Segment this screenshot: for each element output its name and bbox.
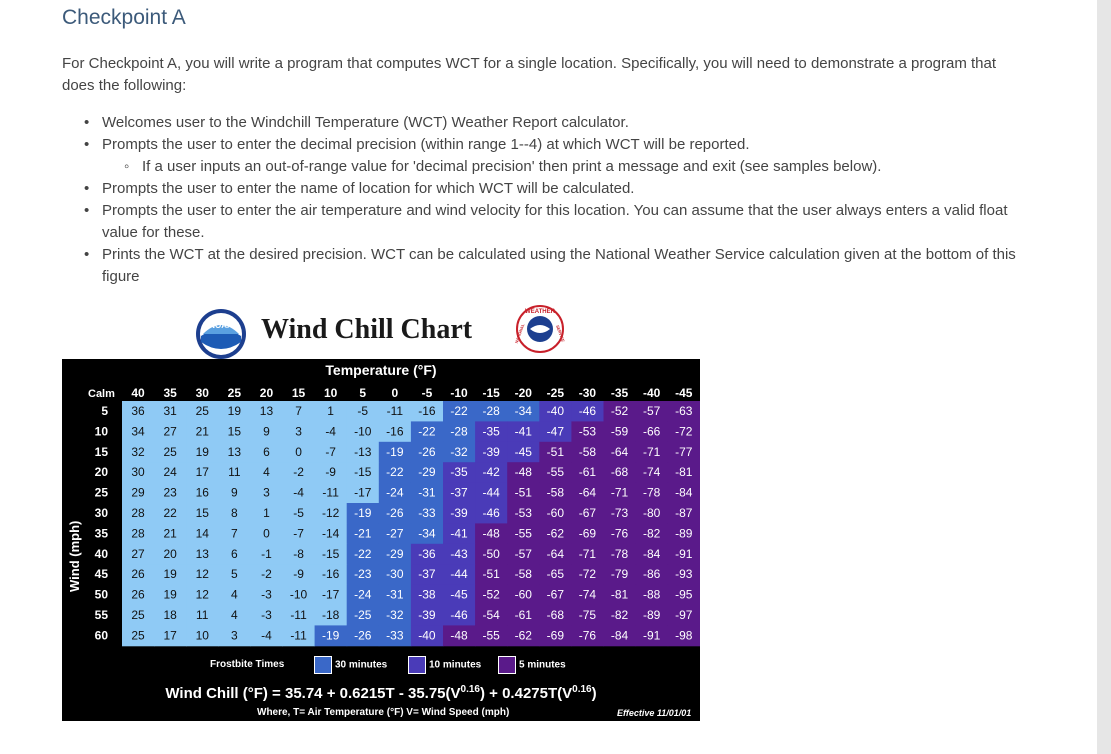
wind-chill-value: 10 (195, 628, 209, 643)
wind-chill-value: 4 (263, 465, 270, 480)
wind-chill-value: -76 (610, 526, 629, 541)
effective-date: Effective 11/01/01 (617, 708, 692, 718)
wind-chill-value: 27 (131, 546, 145, 561)
wind-chill-value: -63 (675, 404, 693, 418)
wind-chill-value: -97 (675, 608, 693, 622)
wind-chill-value: -35 (482, 424, 500, 439)
wind-chill-value: -73 (610, 506, 629, 520)
formula-exponent-1: 0.16 (460, 684, 480, 695)
wind-chill-value: -69 (578, 526, 597, 541)
nws-logo-icon (512, 304, 568, 354)
wind-speed-label: 50 (94, 587, 108, 602)
wind-chill-value: 16 (195, 485, 209, 500)
formula-part-2: ) + 0.4275T(V (480, 685, 573, 702)
wind-chill-value: -66 (642, 424, 661, 439)
wind-chill-value: -15 (354, 465, 372, 480)
wind-chill-value: -13 (354, 444, 372, 459)
wind-chill-value: -9 (293, 567, 304, 582)
wind-chill-value: 19 (195, 444, 209, 459)
legend-30-minutes (314, 656, 387, 674)
wind-chill-value: -58 (578, 444, 597, 459)
wind-chill-value: 25 (163, 444, 177, 459)
wind-chill-value: -24 (386, 485, 404, 500)
wind-chill-value: -29 (386, 546, 404, 561)
temperature-header: 15 (291, 386, 306, 400)
wind-chill-value: -89 (642, 608, 661, 622)
wind-chill-value: -69 (546, 628, 565, 643)
temperature-header: -45 (675, 386, 693, 400)
wind-chill-value: -52 (482, 587, 500, 602)
nws-logo-text: WEATHER (525, 309, 555, 315)
wind-chill-value: -5 (357, 404, 369, 418)
wind-chill-value: -37 (418, 567, 436, 582)
wind-chill-value: -4 (293, 485, 304, 500)
wind-chill-value: -81 (675, 465, 693, 480)
wind-chill-value: 36 (131, 404, 145, 418)
wind-chill-value: -29 (418, 465, 436, 480)
wind-chill-value: 26 (131, 587, 145, 602)
wind-chill-value: -5 (293, 506, 304, 520)
wind-speed-label: 5 (101, 404, 108, 418)
wind-chill-value: -44 (450, 567, 468, 582)
wind-chill-value: -7 (293, 526, 304, 541)
wind-chill-value: -4 (261, 628, 272, 643)
wind-chill-value: -62 (546, 526, 565, 541)
wind-chill-value: -39 (482, 444, 500, 459)
temperature-header: 40 (131, 386, 145, 400)
temperature-header: 5 (359, 386, 367, 400)
wind-chill-value: -22 (354, 546, 372, 561)
wind-chill-value: -26 (418, 444, 436, 459)
wind-chill-value: -2 (261, 567, 272, 582)
wind-chill-value: -26 (354, 628, 372, 643)
wind-chill-value: -16 (321, 567, 340, 582)
wind-chill-value: 3 (295, 424, 302, 439)
wind-chill-value: 23 (163, 485, 177, 500)
wind-chill-value: -31 (386, 587, 404, 602)
wind-chill-value: -40 (418, 628, 436, 643)
wind-chill-value: -48 (482, 526, 500, 541)
wind-chill-value: -87 (675, 506, 693, 520)
wind-chill-value: -78 (610, 546, 629, 561)
formula-variable-definitions: Where, T= Air Temperature (°F) V= Wind Speed (mph) (257, 707, 510, 718)
wind-chill-value: 21 (163, 526, 177, 541)
wind-chill-value: -51 (546, 444, 565, 459)
wind-chill-value: -31 (418, 485, 436, 500)
wind-speed-label: 40 (94, 546, 108, 561)
wind-chill-value: 14 (195, 526, 209, 541)
wind-chill-value: 27 (163, 424, 177, 439)
wind-chill-value: -25 (354, 608, 372, 622)
wind-chill-value: -75 (578, 608, 597, 622)
wind-axis-label: Wind (mph) (67, 520, 82, 592)
legend-swatch-30 (314, 656, 332, 674)
nws-logo-side-text: SERVICE (555, 324, 566, 343)
temperature-header: -15 (482, 386, 500, 400)
wind-speed-label: 45 (94, 567, 108, 582)
wind-chill-value: -82 (642, 526, 661, 541)
wind-chill-value: -64 (610, 444, 629, 459)
temperature-header: 25 (227, 386, 242, 400)
wind-chill-value: -68 (546, 608, 565, 622)
wind-chill-value: -16 (418, 404, 436, 418)
wind-chill-value: -74 (578, 587, 597, 602)
wind-chill-value: -91 (642, 628, 661, 643)
wind-speed-label: 20 (94, 465, 108, 480)
wind-chill-value: -3 (261, 587, 272, 602)
wind-chill-value: -88 (642, 587, 661, 602)
wind-chill-value: -4 (325, 424, 336, 439)
wind-chill-value: -28 (482, 404, 500, 418)
wind-chill-value: -2 (293, 465, 304, 480)
wind-chill-value: 32 (131, 444, 145, 459)
temperature-header: 20 (259, 386, 274, 400)
wind-chill-value: -59 (610, 424, 629, 439)
wind-chill-value: -35 (450, 465, 468, 480)
wind-chill-value: -32 (450, 444, 468, 459)
page-title: Checkpoint A (62, 6, 186, 29)
temperature-header: -35 (610, 386, 629, 400)
wind-chill-value: -38 (418, 587, 436, 602)
wind-chill-value: -50 (482, 546, 500, 561)
wind-chill-value: 19 (163, 587, 177, 602)
wind-speed-label: 35 (94, 526, 108, 541)
wind-chill-value: 11 (228, 465, 241, 480)
wind-chill-value: -57 (514, 546, 532, 561)
wind-chill-value: 7 (295, 404, 302, 418)
temperature-header: 35 (163, 386, 177, 400)
wind-chill-value: -41 (514, 424, 532, 439)
wind-chill-value: -76 (578, 628, 597, 643)
wind-chill-value: 28 (131, 506, 145, 520)
wind-chill-value: -19 (386, 444, 404, 459)
wind-chill-value: -57 (642, 404, 661, 418)
wind-chill-value: -22 (450, 404, 468, 418)
wind-speed-label: 55 (94, 608, 108, 622)
wind-chill-value: -39 (418, 608, 436, 622)
requirements-list (62, 112, 1032, 288)
wind-chill-value: 28 (131, 526, 145, 541)
wind-chill-value: 9 (263, 424, 270, 439)
wind-chill-value: 19 (163, 567, 177, 582)
wind-chill-value: -33 (418, 506, 436, 520)
wind-chill-value: -34 (418, 526, 436, 541)
wind-chill-value: -43 (450, 546, 468, 561)
wind-chill-value: -95 (675, 587, 693, 602)
wind-speed-label: 25 (94, 485, 108, 500)
wind-speed-label: 30 (94, 506, 108, 520)
wind-chill-value: 1 (263, 506, 270, 520)
wind-chill-value: -34 (514, 404, 532, 418)
wind-chill-value: 6 (263, 444, 270, 459)
temperature-header: 0 (391, 386, 399, 400)
wind-chill-value: -10 (354, 424, 372, 439)
wind-chill-value: -89 (675, 526, 693, 541)
wind-chill-value: -48 (450, 628, 468, 643)
wind-chill-value: -58 (546, 485, 565, 500)
wind-chill-value: -15 (321, 546, 340, 561)
wind-chill-value: -71 (642, 444, 661, 459)
formula-exponent-2: 0.16 (572, 684, 592, 695)
wind-chill-value: -77 (675, 444, 693, 459)
wind-chill-value: 30 (131, 465, 145, 480)
wind-chill-value: 18 (163, 608, 177, 622)
wind-chill-value: -81 (610, 587, 629, 602)
requirement-item: • Welcomes user to the Windchill Temperature (WCT) Weather Report calculator. (62, 112, 1032, 134)
intro-paragraph: For Checkpoint A, you will write a program that computes WCT for a single location. Specifically, you will need to demonstrate a program that does the following: (62, 55, 997, 94)
wind-chill-value: 13 (195, 546, 209, 561)
wind-chill-value: 7 (231, 526, 238, 541)
requirement-item: • Prompts the user to enter the air temperature and wind velocity for this location. You can assume that the user always enters a valid float value for these. (62, 200, 1032, 244)
wind-speed-label: 15 (94, 444, 108, 459)
temperature-header: -10 (450, 386, 468, 400)
formula-part-1: Wind Chill (°F) = 35.74 + 0.6215T - 35.75(V (165, 685, 461, 702)
wind-chill-value: 25 (131, 608, 145, 622)
wind-chill-value: -24 (354, 587, 372, 602)
calm-header: Calm (88, 388, 115, 400)
wind-chill-value: -12 (321, 506, 340, 520)
wind-chill-value: 21 (195, 424, 209, 439)
wind-chill-value: -7 (325, 444, 336, 459)
wind-chill-value: -55 (546, 465, 565, 480)
wind-chill-value: -14 (321, 526, 340, 541)
wind-chill-value: 25 (195, 404, 209, 418)
wind-chill-value: -10 (289, 587, 308, 602)
wind-chill-value: 11 (196, 608, 209, 622)
wind-chill-value: -11 (322, 485, 339, 500)
wind-chill-value: -42 (482, 465, 500, 480)
wind-chill-value: -44 (482, 485, 500, 500)
wind-chill-value: 26 (131, 567, 145, 582)
wind-chill-value: 17 (195, 465, 209, 480)
requirement-item: • Prompts the user to enter the name of location for which WCT will be calculated. (62, 178, 1032, 200)
wind-chill-value: -8 (293, 546, 304, 561)
wind-chill-value: -3 (261, 608, 272, 622)
wind-chill-value: 8 (231, 506, 238, 520)
wind-chill-value: -71 (578, 546, 597, 561)
wind-chill-value: 12 (195, 567, 209, 582)
wind-chill-value: -19 (354, 506, 372, 520)
wind-chill-value: -23 (354, 567, 372, 582)
temperature-header: 30 (195, 386, 209, 400)
temperature-header: 10 (323, 386, 338, 400)
wind-chill-value: -91 (675, 546, 693, 561)
noaa-logo-icon (195, 308, 247, 360)
legend-label-5: 5 minutes (519, 659, 566, 671)
wind-chill-value: -61 (514, 608, 532, 622)
wind-chill-value: 0 (263, 526, 270, 541)
wind-chill-value: -86 (642, 567, 661, 582)
wind-chill-value: -47 (546, 424, 565, 439)
wind-chill-value: -72 (578, 567, 597, 582)
wind-chill-value: 13 (227, 444, 242, 459)
wind-chill-value: -17 (321, 587, 340, 602)
legend-5-minutes (498, 656, 566, 674)
wind-chill-value: 24 (163, 465, 177, 480)
wind-chill-value: -74 (642, 465, 661, 480)
wind-chill-value: -22 (386, 465, 404, 480)
legend-swatch-10 (408, 656, 426, 674)
temperature-axis-label: Temperature (°F) (325, 362, 437, 378)
legend-label-30: 30 minutes (335, 659, 388, 671)
wind-chill-value: -32 (386, 608, 404, 622)
requirement-item: • Prompts the user to enter the decimal precision (within range 1--4) at which WCT will be reported. (62, 134, 1032, 156)
wind-chill-value: -11 (290, 628, 307, 643)
formula-part-3: ) (591, 685, 597, 702)
wind-chill-value: -40 (546, 404, 565, 418)
nws-logo-top-text: NATIONAL (513, 323, 526, 344)
wind-chill-value: 20 (163, 546, 177, 561)
page-scrollbar[interactable] (1097, 0, 1111, 754)
wind-chill-value: -64 (546, 546, 565, 561)
wind-chill-value: -98 (675, 628, 693, 643)
wind-chill-value: 3 (231, 628, 238, 643)
wind-chill-value: 0 (295, 444, 302, 459)
wind-speed-label: 10 (94, 424, 108, 439)
temperature-header: -5 (421, 386, 433, 400)
wind-chill-value: -30 (386, 567, 404, 582)
wind-chill-value: -84 (610, 628, 629, 643)
wind-chill-value: -36 (418, 546, 436, 561)
wind-chill-value: -78 (642, 485, 661, 500)
wind-chill-value: -62 (514, 628, 532, 643)
wind-chill-value: 13 (259, 404, 274, 418)
wind-chill-value: -54 (482, 608, 500, 622)
wind-chill-value: 3 (263, 485, 270, 500)
noaa-logo-text: NOAA (209, 321, 233, 330)
temperature-header: -25 (546, 386, 565, 400)
chart-title: Wind Chill Chart (261, 314, 473, 345)
wind-chill-value: -71 (610, 485, 629, 500)
wind-chill-value: -79 (610, 567, 629, 582)
wind-chill-value: -17 (354, 485, 372, 500)
legend-label-10: 10 minutes (429, 659, 482, 671)
wind-chill-value: -52 (610, 404, 629, 418)
wind-chill-value: -58 (514, 567, 532, 582)
wind-chill-value: -46 (450, 608, 468, 622)
wind-chill-value: 15 (227, 424, 242, 439)
wind-chill-value: 5 (231, 567, 238, 582)
wind-chill-value: -84 (642, 546, 661, 561)
legend-10-minutes (408, 656, 481, 674)
wind-chill-value: -16 (386, 424, 404, 439)
wind-chill-value: 4 (231, 587, 238, 602)
wind-chill-value: -67 (546, 587, 565, 602)
wind-chill-value: -19 (321, 628, 340, 643)
wind-chill-value: -33 (386, 628, 404, 643)
temperature-header: -20 (514, 386, 532, 400)
wind-chill-value: -1 (261, 546, 272, 561)
wind-chill-value: 34 (131, 424, 145, 439)
wind-chill-value: 15 (195, 506, 209, 520)
wind-chill-value: -48 (514, 465, 532, 480)
wind-chill-value: 19 (227, 404, 242, 418)
wind-speed-label: 60 (94, 628, 108, 643)
wind-chill-value: -61 (578, 465, 597, 480)
wind-chill-value: -55 (514, 526, 532, 541)
sub-requirement-item: ◦ If a user inputs an out-of-range value for 'decimal precision' then print a message and exit (see samples below). (62, 156, 1032, 178)
wind-chill-value: -93 (675, 567, 693, 582)
wind-chill-value: -39 (450, 506, 468, 520)
wind-chill-value: 1 (327, 404, 334, 418)
wind-chill-value: 25 (131, 628, 145, 643)
wind-chill-value: -18 (321, 608, 340, 622)
wind-chill-value: -82 (610, 608, 629, 622)
wind-chill-value: -27 (386, 526, 404, 541)
wind-chill-value: 6 (231, 546, 238, 561)
wind-chill-value: -64 (578, 485, 597, 500)
wind-chill-value: 4 (231, 608, 238, 622)
wind-chill-value: -80 (642, 506, 661, 520)
wind-chill-value: -46 (578, 404, 597, 418)
wind-chill-value: -53 (578, 424, 597, 439)
wind-chill-value: 9 (231, 485, 238, 500)
wind-chill-value: 17 (163, 628, 177, 643)
wind-chill-value: -46 (482, 506, 500, 520)
temperature-header: -40 (642, 386, 661, 400)
wind-chill-value: -28 (450, 424, 468, 439)
wind-chill-value: -72 (675, 424, 693, 439)
wind-chill-value: -84 (675, 485, 693, 500)
wind-chill-value: -11 (290, 608, 307, 622)
wind-chill-value: -41 (450, 526, 468, 541)
wind-chill-value: -60 (514, 587, 532, 602)
wind-chill-chart (62, 359, 700, 721)
temperature-header: -30 (578, 386, 597, 400)
wind-chill-value: 12 (195, 587, 209, 602)
wind-chill-value: -53 (514, 506, 532, 520)
wind-chill-value: -65 (546, 567, 565, 582)
wind-chill-value: -51 (482, 567, 500, 582)
wind-chill-value: -68 (610, 465, 629, 480)
frostbite-times-label: Frostbite Times (210, 659, 285, 670)
wind-chill-value: 31 (163, 404, 177, 418)
wind-chill-value: -45 (450, 587, 468, 602)
wind-chill-value: -55 (482, 628, 500, 643)
wind-chill-value: -26 (386, 506, 404, 520)
requirement-item: • Prints the WCT at the desired precision. WCT can be calculated using the National Weather Service calculation given at the bottom of this figure (62, 244, 1032, 288)
wind-chill-value: 22 (163, 506, 177, 520)
wind-chill-value: -11 (386, 404, 404, 418)
wind-chill-value: -45 (514, 444, 532, 459)
wind-chill-value: -37 (450, 485, 468, 500)
wind-chill-value: -9 (325, 465, 336, 480)
wind-chill-value: -21 (354, 526, 372, 541)
wind-chill-value: -67 (578, 506, 597, 520)
wind-chill-value: -51 (514, 485, 532, 500)
wind-chill-value: -22 (418, 424, 436, 439)
wind-chill-formula (62, 684, 700, 702)
wind-chill-value: 29 (131, 485, 145, 500)
wind-chill-value: -60 (546, 506, 565, 520)
legend-swatch-5 (498, 656, 516, 674)
